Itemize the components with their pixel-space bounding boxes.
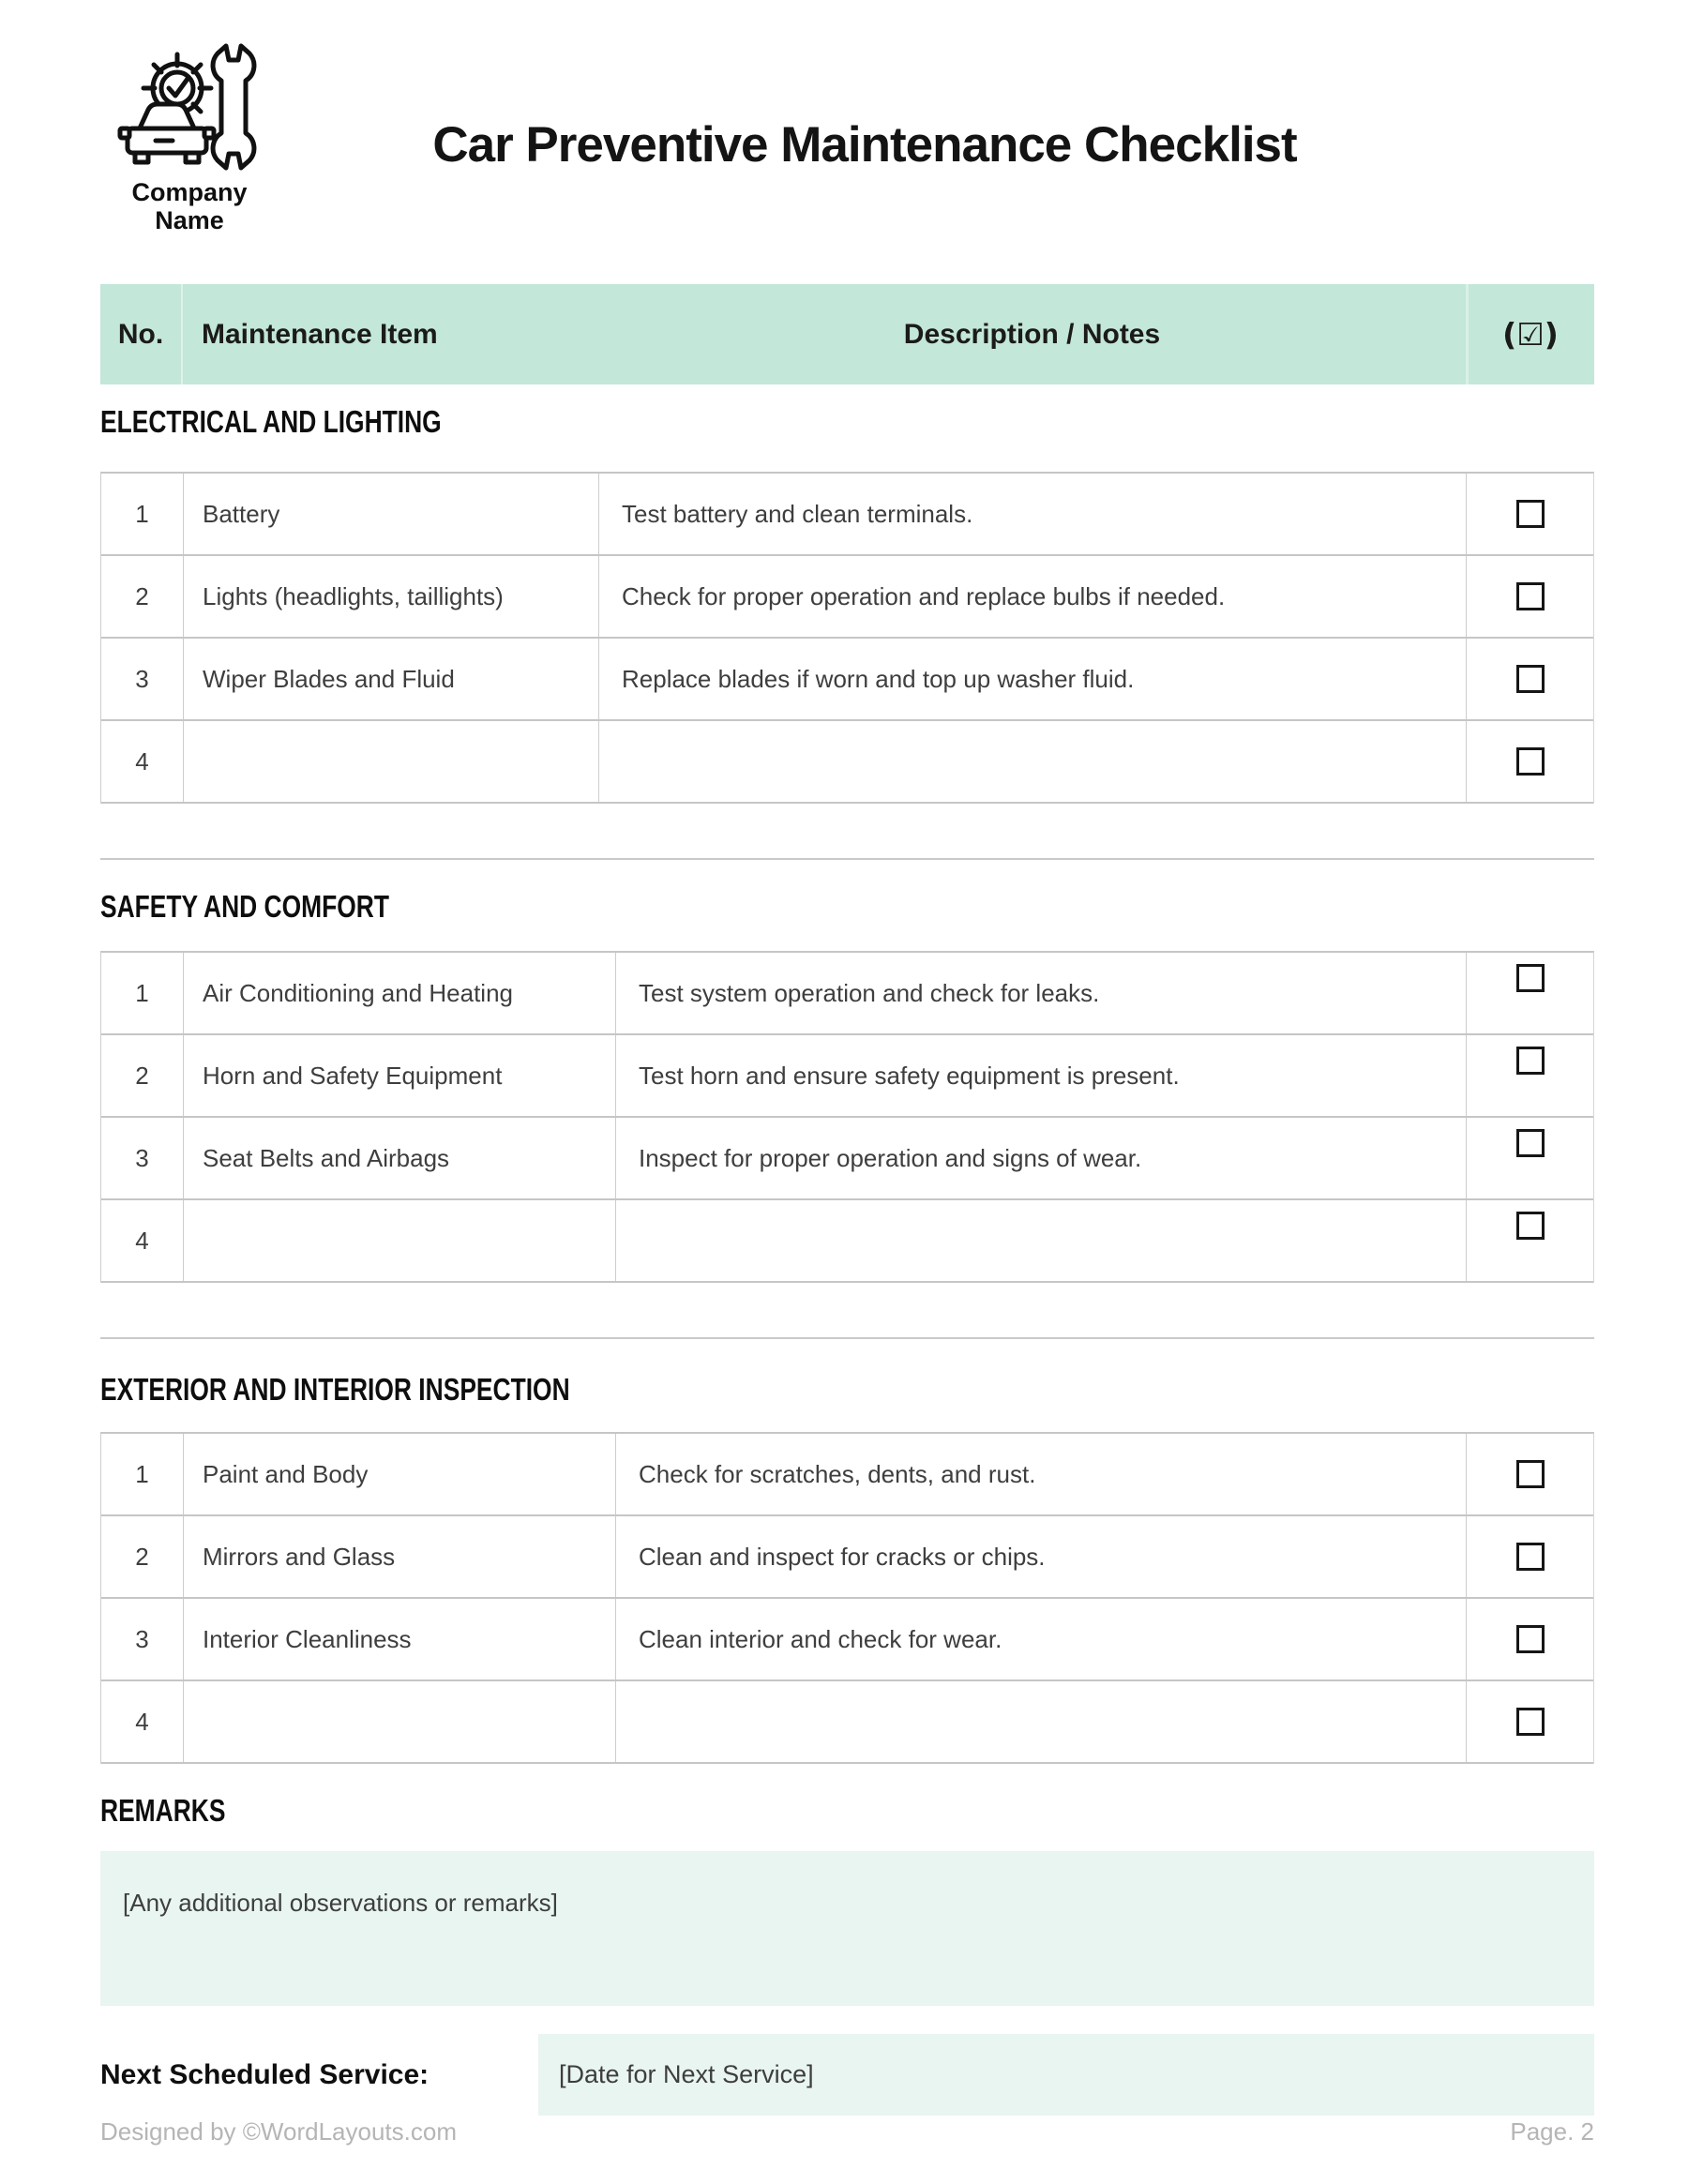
table-row — [101, 1118, 1593, 1200]
checkbox[interactable] — [1516, 1708, 1545, 1736]
description-notes: Inspect for proper operation and signs of wear. — [616, 1118, 1467, 1198]
maintenance-item: Seat Belts and Airbags — [184, 1118, 616, 1198]
row-number: 1 — [101, 474, 184, 554]
page-title: Car Preventive Maintenance Checklist — [432, 117, 1297, 173]
checkbox[interactable] — [1516, 665, 1545, 693]
description-notes[interactable] — [599, 721, 1467, 802]
section-title: ELECTRICAL AND LIGHTING — [100, 404, 442, 439]
description-notes: Test horn and ensure safety equipment is present. — [616, 1035, 1467, 1116]
checkbox[interactable] — [1516, 1212, 1545, 1240]
table-row — [101, 1035, 1593, 1118]
checkbox[interactable] — [1516, 1129, 1545, 1157]
row-number: 2 — [101, 556, 184, 637]
description-notes: Check for scratches, dents, and rust. — [616, 1434, 1467, 1514]
footer-credit: Designed by ©WordLayouts.com — [100, 2117, 457, 2146]
row-number: 4 — [101, 1200, 184, 1281]
table-row — [101, 474, 1593, 556]
description-notes[interactable] — [616, 1200, 1467, 1281]
row-number: 3 — [101, 1599, 184, 1679]
checklist-table — [100, 1432, 1594, 1764]
description-notes: Check for proper operation and replace bulbs if needed. — [599, 556, 1467, 637]
page-footer — [100, 2117, 1594, 2146]
description-notes[interactable] — [616, 1681, 1467, 1762]
row-number: 3 — [101, 1118, 184, 1198]
company-name: Company Name — [131, 178, 248, 235]
row-number: 4 — [101, 1681, 184, 1762]
maintenance-item: Paint and Body — [184, 1434, 616, 1514]
checklist-table — [100, 472, 1594, 804]
checkbox[interactable] — [1516, 964, 1545, 992]
table-row — [101, 1681, 1593, 1764]
description-notes: Replace blades if worn and top up washer fluid. — [599, 639, 1467, 719]
column-header-checkbox: (☑) — [1466, 284, 1592, 384]
row-number: 1 — [101, 1434, 184, 1514]
section-title: SAFETY AND COMFORT — [100, 889, 389, 924]
maintenance-item: Mirrors and Glass — [184, 1516, 616, 1597]
maintenance-item: Horn and Safety Equipment — [184, 1035, 616, 1116]
row-number: 4 — [101, 721, 184, 802]
maintenance-item: Wiper Blades and Fluid — [184, 639, 599, 719]
description-notes: Test system operation and check for leaks. — [616, 953, 1467, 1033]
remarks-title: REMARKS — [100, 1793, 226, 1828]
next-service-date-field[interactable]: [Date for Next Service] — [538, 2034, 1594, 2116]
column-header-description: Description / Notes — [903, 318, 1161, 350]
maintenance-item[interactable] — [184, 721, 599, 802]
column-header-item: Maintenance Item — [202, 318, 438, 350]
checklist-table — [100, 951, 1594, 1283]
section-exterior-and-interior-inspection — [100, 1337, 1594, 1764]
checkbox[interactable] — [1516, 1543, 1545, 1571]
company-logo — [102, 39, 277, 234]
row-number: 2 — [101, 1035, 184, 1116]
table-row — [101, 1599, 1593, 1681]
maintenance-item[interactable] — [184, 1681, 616, 1762]
maintenance-item[interactable] — [184, 1200, 616, 1281]
row-number: 2 — [101, 1516, 184, 1597]
table-row — [101, 639, 1593, 721]
row-number: 3 — [101, 639, 184, 719]
car-service-logo-icon — [114, 39, 264, 176]
section-electrical-and-lighting — [100, 405, 1594, 804]
maintenance-item: Air Conditioning and Heating — [184, 953, 616, 1033]
row-number: 1 — [101, 953, 184, 1033]
table-row — [101, 1434, 1593, 1516]
checkbox[interactable] — [1516, 747, 1545, 776]
section-title: EXTERIOR AND INTERIOR INSPECTION — [100, 1372, 570, 1407]
section-safety-and-comfort — [100, 858, 1594, 1283]
maintenance-item: Interior Cleanliness — [184, 1599, 616, 1679]
description-notes: Clean interior and check for wear. — [616, 1599, 1467, 1679]
footer-page-number: Page. 2 — [1510, 2117, 1594, 2146]
page-header — [100, 0, 1594, 284]
next-service-row — [100, 2034, 1594, 2116]
description-notes: Clean and inspect for cracks or chips. — [616, 1516, 1467, 1597]
checkbox[interactable] — [1516, 1625, 1545, 1653]
remarks-field[interactable]: [Any additional observations or remarks] — [100, 1851, 1594, 2006]
checkbox[interactable] — [1516, 1460, 1545, 1488]
table-header-band — [100, 284, 1594, 384]
checkbox[interactable] — [1516, 582, 1545, 610]
table-row — [101, 721, 1593, 804]
table-row — [101, 1516, 1593, 1599]
column-header-no: No. — [100, 284, 183, 384]
table-row — [101, 1200, 1593, 1283]
table-row — [101, 953, 1593, 1035]
maintenance-item: Battery — [184, 474, 599, 554]
checkbox[interactable] — [1516, 1047, 1545, 1075]
checkbox[interactable] — [1516, 500, 1545, 528]
description-notes: Test battery and clean terminals. — [599, 474, 1467, 554]
next-service-label: Next Scheduled Service: — [100, 2058, 430, 2090]
maintenance-item: Lights (headlights, taillights) — [184, 556, 599, 637]
table-row — [101, 556, 1593, 639]
